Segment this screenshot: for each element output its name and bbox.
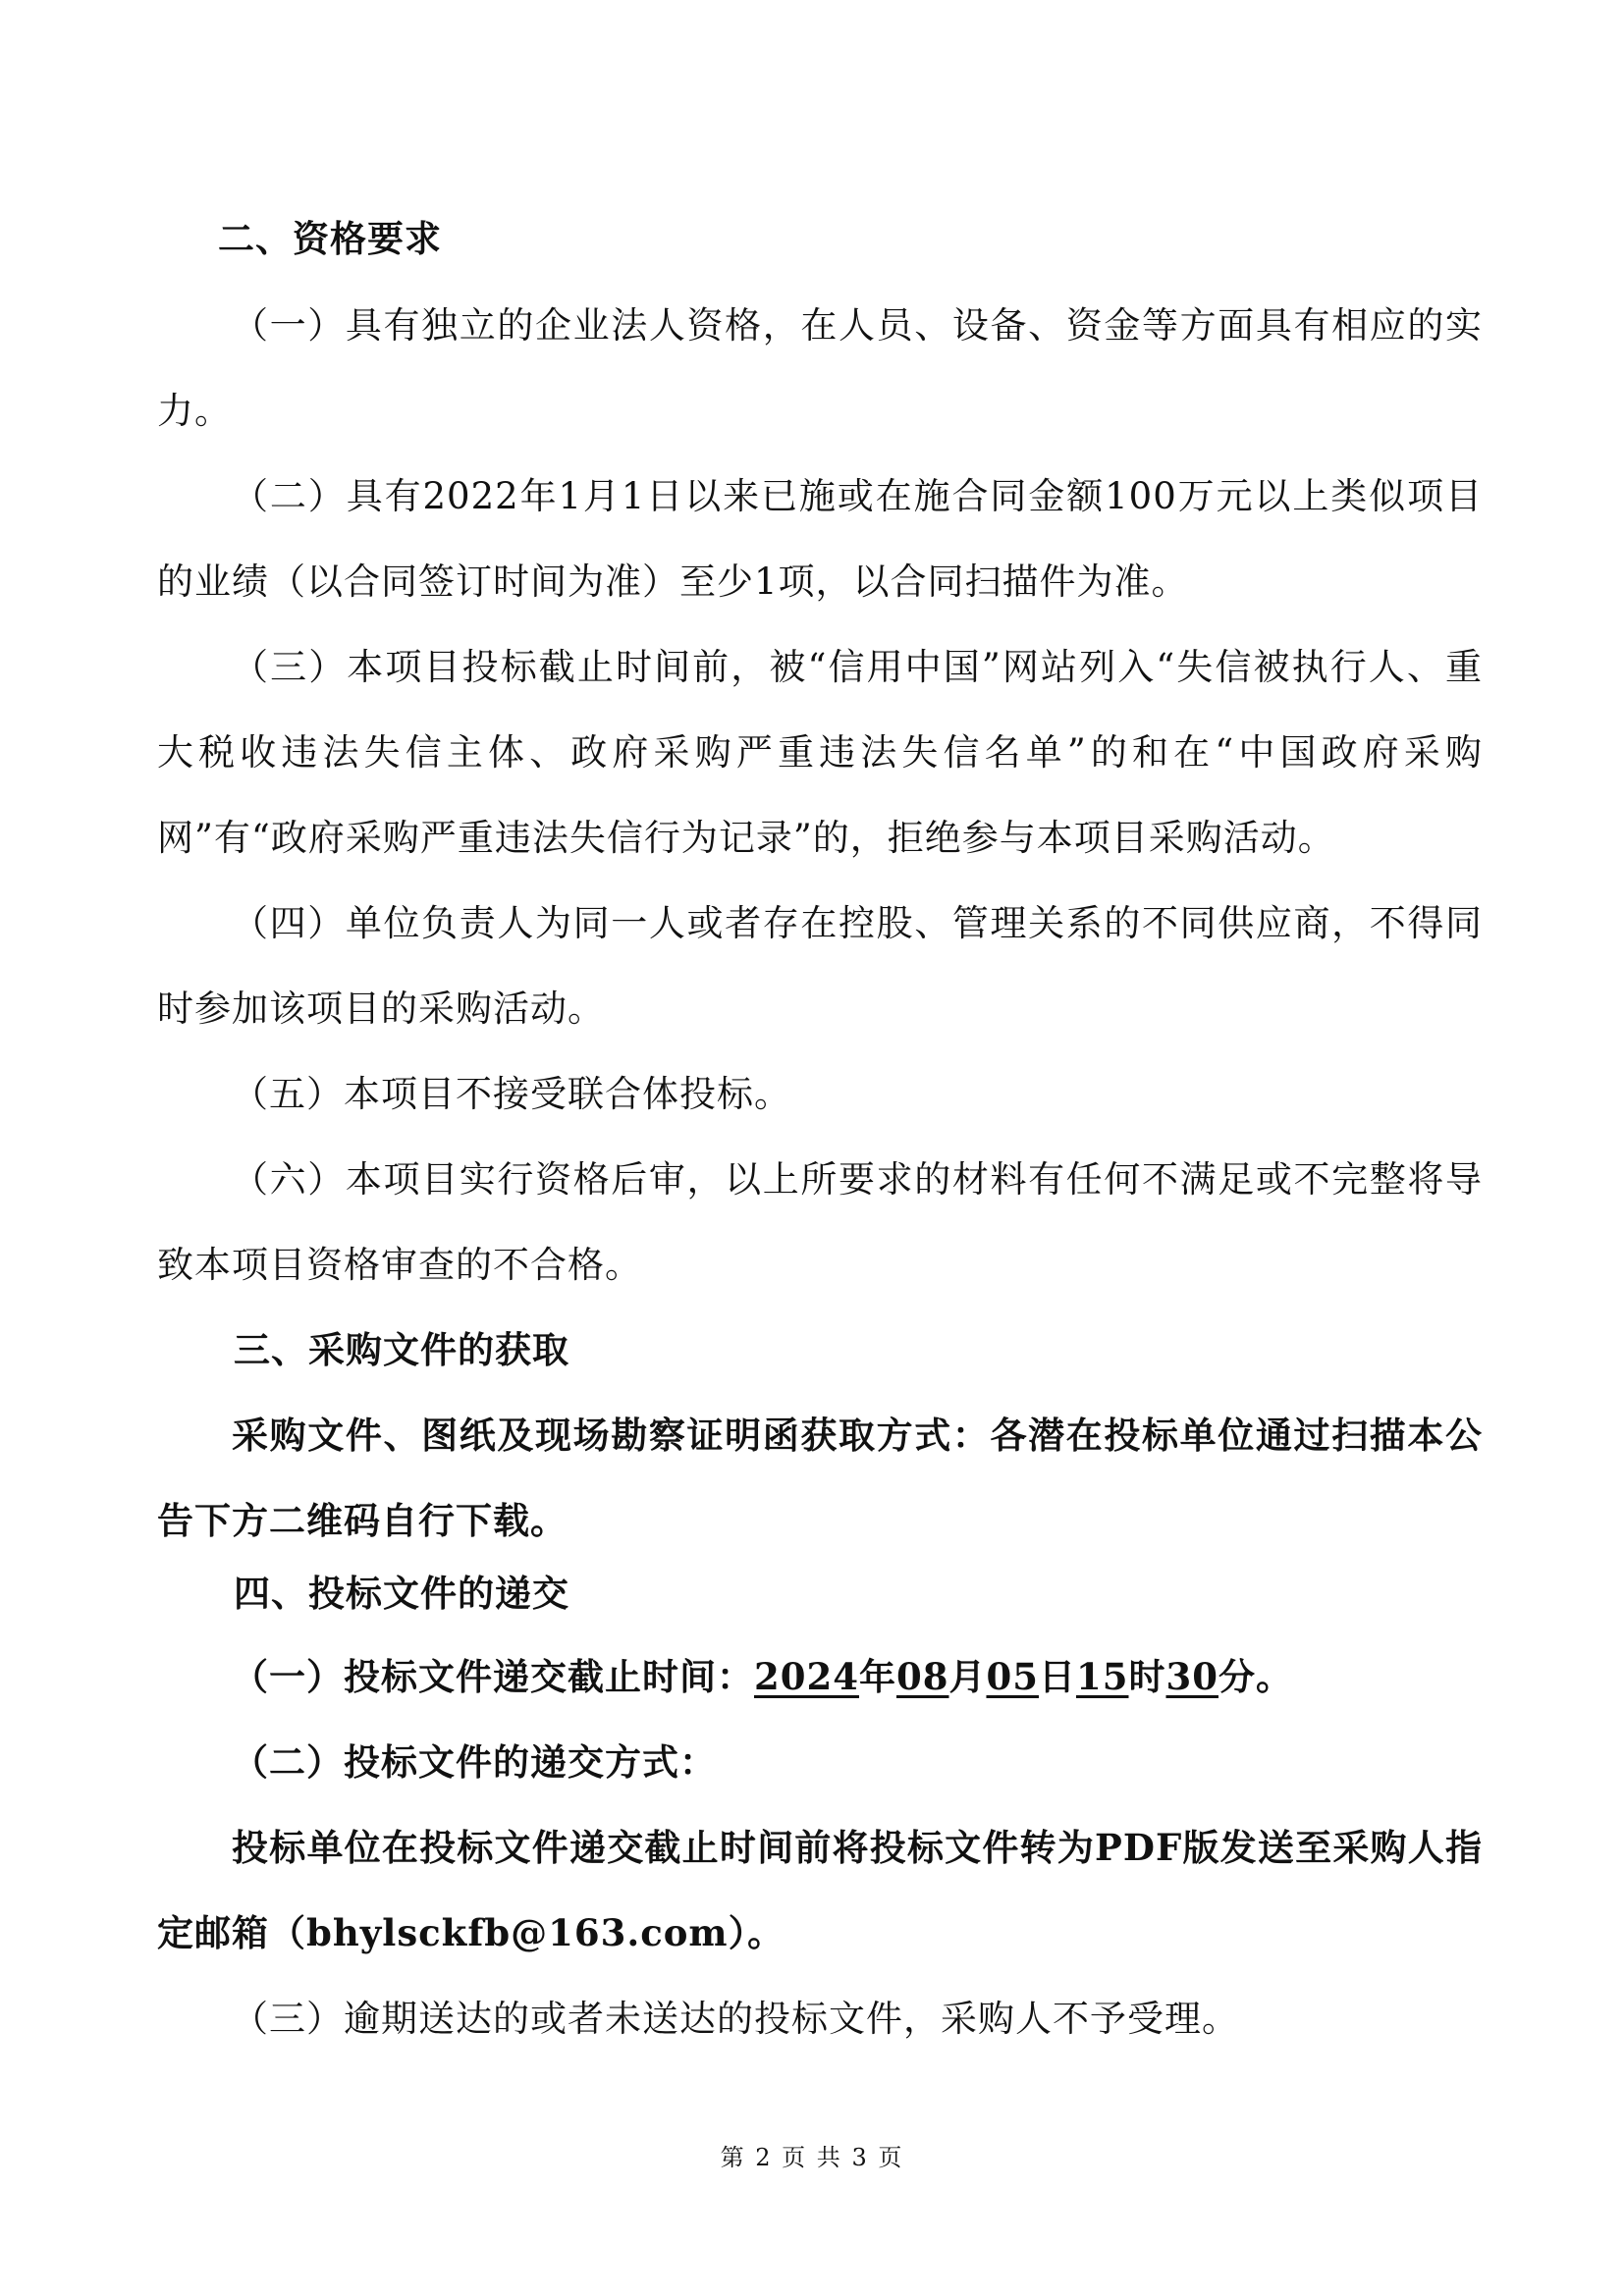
deadline-prefix: （一）投标文件递交截止时间： — [232, 1655, 754, 1698]
section-heading-submission: 四、投标文件的递交 — [234, 1572, 569, 1615]
deadline-minute: 30 — [1165, 1655, 1218, 1698]
deadline-year: 2024 — [754, 1655, 859, 1698]
deadline-minute-unit: 分。 — [1218, 1655, 1293, 1698]
page-footer: 第 2 页 共 3 页 — [720, 2144, 904, 2171]
qualification-item-6: （六）本项目实行资格后审，以上所要求的材料有任何不满足或不完整将导致本项目资格审查的不合格。 — [157, 1158, 1483, 1286]
deadline-day: 05 — [986, 1655, 1039, 1698]
section-heading-acquisition: 三、采购文件的获取 — [234, 1328, 569, 1371]
deadline-hour-unit: 时 — [1128, 1655, 1166, 1698]
qualification-item-5: （五）本项目不接受联合体投标。 — [232, 1073, 791, 1115]
deadline-year-unit: 年 — [858, 1655, 896, 1698]
qualification-item-4: （四）单位负责人为同一人或者存在控股、管理关系的不同供应商，不得同时参加该项目的采购活动。 — [157, 902, 1483, 1030]
deadline-month-unit: 月 — [948, 1655, 987, 1698]
qualification-item-3: （三）本项目投标截止时间前，被“信用中国”网站列入“失信被执行人、重大税收违法失信主体、政府采购严重违法失信名单”的和在“中国政府采购网”有“政府采购严重违法失信行为记录”的，拒绝参与本项目采购活动。 — [157, 646, 1483, 859]
section-heading-qualification: 二、资格要求 — [218, 217, 442, 260]
submission-late-text: （三）逾期送达的或者未送达的投标文件，采购人不予受理。 — [232, 1998, 1239, 2040]
submission-deadline — [157, 1634, 1483, 1720]
deadline-month: 08 — [895, 1655, 949, 1698]
submission-method-text: 投标单位在投标文件递交截止时间前将投标文件转为PDF版发送至采购人指定邮箱（bhylsckfb@163.com）。 — [157, 1826, 1483, 1954]
submission-method-heading: （二）投标文件的递交方式： — [232, 1740, 717, 1784]
acquisition-text: 采购文件、图纸及现场勘察证明函获取方式：各潜在投标单位通过扫描本公告下方二维码自行下载。 — [157, 1414, 1483, 1542]
deadline-day-unit: 日 — [1038, 1655, 1076, 1698]
qualification-item-2: （二）具有2022年1月1日以来已施或在施合同金额100万元以上类似项目的业绩（以合同签订时间为准）至少1项，以合同扫描件为准。 — [157, 475, 1483, 603]
deadline-hour: 15 — [1075, 1655, 1129, 1698]
qualification-item-1: （一）具有独立的企业法人资格，在人员、设备、资金等方面具有相应的实力。 — [157, 304, 1483, 432]
